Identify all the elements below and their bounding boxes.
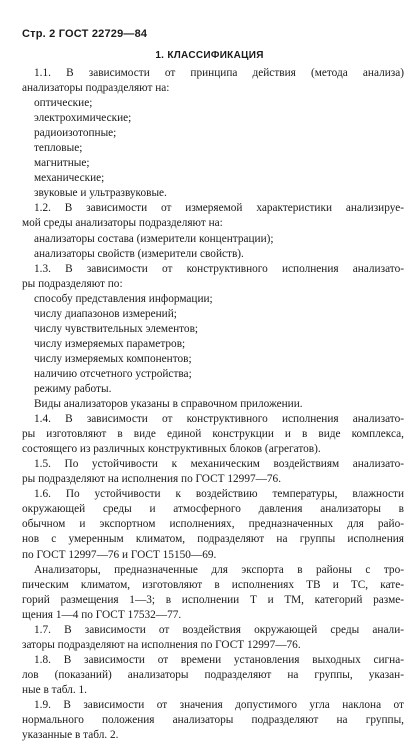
text-line: анализаторы свойств (измерители свойств). [34,247,244,260]
text-line: состоящего из различных конструктивных блоков (агрегатов). [22,443,321,456]
text-line: мой среды анализаторы подразделяют на: [22,217,223,230]
section-title: 1. КЛАССИФИКАЦИЯ [155,50,264,61]
text-line: анализаторы подразделяют на: [22,82,170,95]
text-line: радиоизотопные; [34,127,117,140]
text-line: Виды анализаторов указаны в справочном приложении. [34,398,303,411]
text-line: 1.8. В зависимости от времени установления выходных сигна- [34,653,404,666]
text-line: ры подразделяют на исполнения по ГОСТ 12997—76. [22,473,282,486]
text-line: тепловые; [34,142,83,155]
text-line: 1.6. По устойчивости к воздействию температуры, влажности [34,488,404,501]
text-line: лов (показаний) анализаторы подразделяют на группы, указан- [22,668,404,681]
text-line: механические; [34,172,105,185]
text-line: 1.9. В зависимости от значения допустимого угла наклона от [34,698,404,711]
text-line: заторы подразделяют на исполнения по ГОСТ 12997—76. [22,638,301,651]
body-text [22,66,404,743]
text-line: указанные в табл. 2. [22,729,119,742]
text-line: наличию отсчетного устройства; [34,367,192,380]
text-line: 1.4. В зависимости от конструктивного исполнения анализато- [34,413,404,426]
text-line: числу диапазонов измерений; [34,307,177,320]
text-line: числу чувствительных элементов; [34,322,199,335]
text-line: обычном и экспортном исполнениях, предназначенных для райо- [22,518,404,531]
text-line: 1.1. В зависимости от принципа действия (метода анализа) [34,67,404,79]
text-line: 1.7. В зависимости от воздействия окружающей среды анали- [34,623,404,636]
text-line: окружающей среды и атмосферного давления анализаторы в [22,503,404,516]
text-line: электрохимические; [34,112,132,125]
text-line: ные в табл. 1. [22,683,87,696]
text-line: нов с умеренным климатом, подразделяют на группы исполнения [22,533,404,546]
page-header: Стр. 2 ГОСТ 22729—84 [22,28,148,40]
text-line: числу измеряемых параметров; [34,337,186,350]
text-line: нормального положения анализаторы подразделяют на группы, [22,714,404,727]
text-line: 1.3. В зависимости от конструктивного исполнения анализато- [34,262,404,275]
text-line: по ГОСТ 12997—76 и ГОСТ 15150—69. [22,548,217,561]
text-line: щения 1—4 по ГОСТ 17532—77. [22,608,182,621]
text-line: анализаторы состава (измерители концентрации); [34,232,274,245]
text-line: способу представления информации; [34,292,213,305]
text-line: Анализаторы, предназначенные для экспорта в районы с тро- [34,563,404,576]
text-line: 1.5. По устойчивости к механическим воздействиям анализато- [34,458,404,471]
text-line: звуковые и ультразвуковые. [34,187,167,200]
text-line: магнитные; [34,157,90,170]
text-line: пическим климатом, изготовляют в исполнениях ТВ и ТС, кате- [22,578,404,591]
text-line: оптические; [34,97,93,110]
text-line: 1.2. В зависимости от измеряемой характеристики анализируе- [34,202,404,215]
text-line: ры подразделяют по: [22,277,123,290]
text-line: ры изготовляют в виде единой конструкции и в виде комплекса, [22,428,404,441]
text-line: горий размещения 1—3; в исполнении Т и ТМ, категорий разме- [22,593,404,606]
text-line: числу измеряемых компонентов; [34,352,192,365]
text-line: режиму работы. [34,382,112,395]
